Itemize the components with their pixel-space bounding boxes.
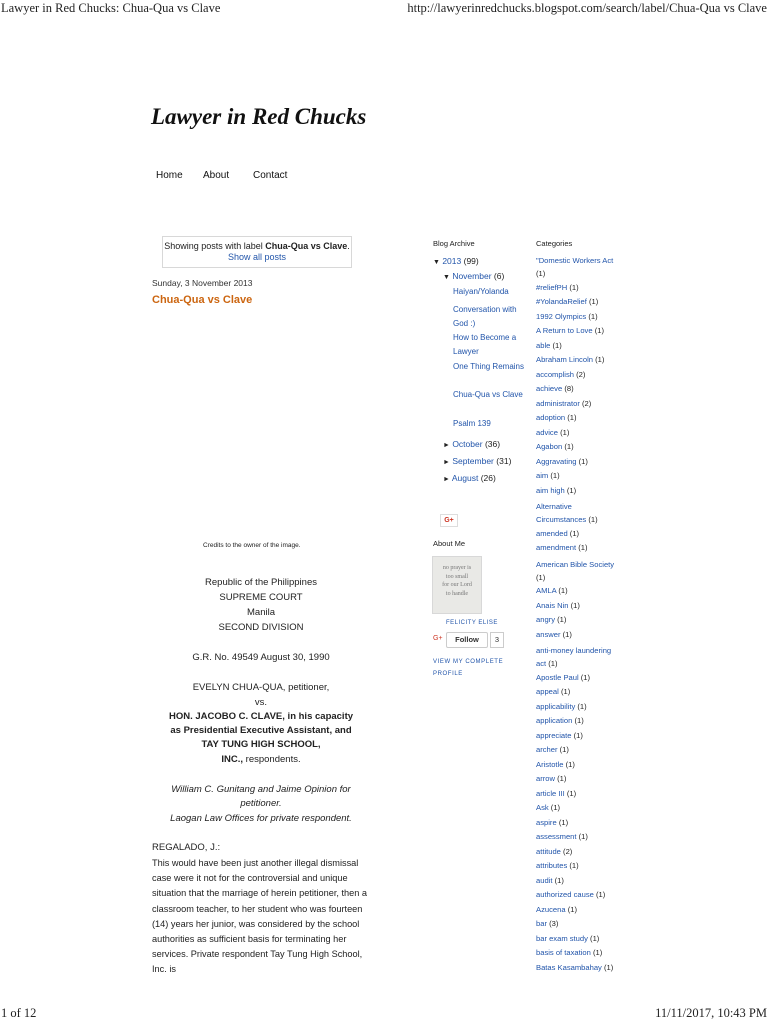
counsel-line: petitioner. (240, 798, 282, 809)
court-heading-line: Manila (247, 607, 275, 618)
category-count: (1) (588, 311, 598, 321)
category-link[interactable] (536, 832, 588, 841)
category-link[interactable] (536, 630, 572, 639)
category-count: (1) (569, 528, 580, 538)
category-label[interactable]: American Bible Society (536, 559, 615, 569)
archive-year-label[interactable]: 2013 (442, 256, 462, 266)
triangle-right-icon[interactable]: ► (443, 476, 450, 483)
category-count: (1) (548, 659, 558, 668)
category-link[interactable] (536, 861, 579, 870)
category-label[interactable]: A Return to Love (536, 326, 593, 335)
category-label[interactable]: application (536, 716, 573, 725)
court-heading-line: SUPREME COURT (219, 592, 303, 603)
category-count: (1) (566, 485, 577, 495)
category-label[interactable]: article III (536, 788, 565, 798)
archive-month-label[interactable]: August (451, 473, 479, 483)
respondent-inc: INC., (221, 754, 244, 765)
category-link[interactable] (536, 326, 604, 335)
category-link[interactable] (536, 370, 585, 379)
category-link[interactable] (536, 731, 583, 740)
archive-month-count: (36) (484, 439, 501, 449)
google-plus-icon[interactable]: G+ (440, 514, 458, 527)
category-count: (1) (550, 803, 561, 812)
archive-post-link[interactable]: Psalm 139 (453, 419, 491, 428)
nav-contact[interactable]: Contact (253, 170, 288, 181)
profile-image[interactable] (432, 556, 482, 614)
category-link[interactable] (536, 934, 599, 943)
category-count: (1) (567, 904, 577, 914)
category-count: (1) (578, 456, 588, 466)
category-label[interactable]: Agabon (536, 442, 563, 451)
category-link[interactable] (536, 702, 587, 711)
category-count: (1) (580, 672, 591, 682)
category-link[interactable] (536, 283, 579, 292)
category-label[interactable]: 1992 Olympics (536, 311, 587, 321)
category-count: (1) (573, 730, 583, 740)
category-link[interactable] (536, 919, 558, 928)
category-label[interactable]: amended (536, 528, 568, 538)
category-label[interactable]: appreciate (536, 730, 572, 740)
category-link[interactable] (536, 890, 605, 899)
category-link[interactable] (536, 818, 568, 827)
category-count: (2) (576, 369, 586, 379)
nav-home[interactable]: Home (156, 170, 183, 181)
category-count: (1) (588, 297, 599, 306)
category-count: (1) (588, 515, 598, 524)
counsel-line: William C. Gunitang and Jaime Opinion for (171, 784, 351, 795)
image-credits: Credits to the owner of the image. (203, 542, 301, 549)
category-count: (1) (578, 543, 588, 552)
category-count: (1) (567, 413, 577, 422)
category-link[interactable] (536, 399, 591, 408)
category-label[interactable]: administrator (536, 398, 580, 408)
category-label[interactable]: AMLA (536, 586, 557, 595)
category-link[interactable] (536, 486, 576, 495)
archive-post-link[interactable]: Conversation with God :) (453, 305, 517, 328)
category-link[interactable] (536, 905, 577, 914)
archive-month-september[interactable] (443, 456, 511, 466)
category-count: (1) (570, 600, 580, 610)
category-count: (3) (549, 919, 559, 928)
category-label[interactable]: Alternative Circumstances (536, 502, 587, 524)
category-label[interactable]: answer (536, 629, 561, 639)
nav-about[interactable]: About (203, 170, 230, 181)
archive-post-link[interactable]: Chua-Qua vs Clave (453, 390, 523, 399)
category-label[interactable]: bar (536, 919, 547, 928)
triangle-down-icon[interactable]: ▼ (433, 259, 440, 266)
page-number: 1 of 12 (1, 1006, 37, 1020)
respondent-line: TAY TUNG HIGH SCHOOL, (201, 739, 321, 750)
archive-month-label[interactable]: September (452, 456, 494, 466)
category-link[interactable] (536, 760, 575, 769)
category-count: (1) (595, 890, 606, 899)
category-count: (1) (536, 269, 546, 278)
category-label[interactable]: arrow (536, 774, 555, 783)
category-label[interactable]: accomplish (536, 369, 574, 379)
category-count: (1) (560, 427, 570, 437)
category-count: (1) (560, 687, 571, 696)
category-label[interactable]: archer (536, 745, 558, 754)
category-count: (1) (569, 282, 579, 292)
category-count: (1) (566, 788, 577, 798)
categories-heading: Categories (536, 239, 573, 248)
category-link[interactable] (536, 673, 590, 682)
category-count: (1) (557, 774, 567, 783)
print-header-url: http://lawyerinredchucks.blogspot.com/search/label/Chua-Qua vs Clave (407, 1, 767, 15)
profile-image-line: too small (445, 573, 469, 580)
category-count: (1) (578, 832, 588, 841)
archive-post-link[interactable]: How to Become a Lawyer (453, 333, 517, 356)
post-title[interactable]: Chua-Qua vs Clave (152, 294, 253, 306)
category-link[interactable] (536, 716, 584, 725)
versus: vs. (254, 697, 268, 708)
archive-month-label[interactable]: November (452, 271, 492, 281)
category-count: (1) (562, 629, 572, 639)
category-count: (1) (559, 745, 569, 754)
category-label[interactable]: Ask (536, 803, 549, 812)
category-label[interactable]: appeal (536, 687, 559, 696)
category-count: (1) (565, 759, 575, 769)
category-link[interactable] (536, 601, 580, 610)
category-label[interactable]: Azucena (536, 904, 566, 914)
category-link[interactable] (536, 471, 560, 480)
petitioner: EVELYN CHUA-QUA, petitioner, (192, 682, 330, 693)
category-label[interactable]: bar exam study (536, 933, 588, 943)
category-count: (1) (550, 471, 560, 480)
category-count: (2) (582, 398, 592, 408)
category-link[interactable] (536, 500, 622, 526)
blog-archive-heading: Blog Archive (433, 239, 475, 248)
court-heading-line: Republic of the Philippines (205, 577, 317, 588)
category-count: (1) (574, 716, 584, 725)
category-link[interactable] (536, 745, 569, 754)
archive-month-count: (6) (493, 271, 505, 281)
category-label[interactable]: applicability (536, 701, 576, 711)
status-prefix: Showing posts with label (164, 241, 266, 251)
category-link[interactable] (536, 774, 566, 783)
category-count: (1) (603, 962, 614, 972)
triangle-right-icon[interactable]: ► (443, 442, 450, 449)
print-header-title: Lawyer in Red Chucks: Chua-Qua vs Clave (1, 1, 221, 15)
category-label[interactable]: audit (536, 875, 553, 885)
category-count: (1) (564, 442, 574, 451)
category-label[interactable]: anti-money laundering act (536, 646, 612, 668)
archive-month-october[interactable] (443, 439, 500, 449)
category-label[interactable]: amendment (536, 543, 577, 552)
respondent-suffix: respondents. (243, 754, 301, 765)
archive-month-label[interactable]: October (452, 439, 483, 449)
print-datetime: 11/11/2017, 10:43 PM (655, 1006, 767, 1020)
category-link[interactable] (536, 789, 576, 798)
category-label[interactable]: Batas Kasambahay (536, 962, 602, 972)
category-label[interactable]: #reliefPH (536, 282, 568, 292)
google-plus-icon[interactable]: G+ (433, 635, 443, 642)
category-count: (1) (554, 875, 564, 885)
profile-image-line: no prayer is (442, 565, 472, 571)
category-label[interactable]: Aristotle (536, 759, 564, 769)
category-count: (1) (594, 326, 604, 335)
category-label[interactable]: Anais Nin (536, 600, 569, 610)
category-link[interactable] (536, 413, 577, 422)
counsel-line: Laogan Law Offices for private respondent. (170, 813, 352, 824)
view-profile-link[interactable]: VIEW MY COMPLETE PROFILE (433, 659, 504, 677)
status-label: Chua-Qua vs Clave (265, 241, 348, 251)
about-me-heading: About Me (433, 539, 466, 548)
category-link[interactable] (536, 847, 572, 856)
profile-image-line: for our Lord (442, 582, 472, 588)
category-label[interactable]: Abraham Lincoln (536, 355, 593, 364)
category-label[interactable]: aim high (536, 485, 565, 495)
category-count: (1) (593, 948, 603, 957)
category-label[interactable]: Aggravating (536, 456, 577, 466)
category-count: (1) (569, 861, 579, 870)
category-label[interactable]: angry (536, 615, 555, 624)
category-count: (1) (558, 817, 569, 827)
category-count: (1) (590, 933, 600, 943)
category-label[interactable]: attitude (536, 846, 561, 856)
category-count: (8) (564, 384, 574, 393)
category-label[interactable]: authorized cause (536, 890, 594, 899)
category-count: (1) (577, 701, 587, 711)
show-all-posts-link[interactable]: Show all posts (227, 252, 287, 262)
archive-month-count: (26) (480, 473, 496, 483)
category-link[interactable] (536, 442, 574, 451)
category-link[interactable] (536, 297, 598, 306)
gr-number: G.R. No. 49549 August 30, 1990 (192, 652, 330, 663)
category-label[interactable]: aim (536, 471, 549, 480)
category-count: (1) (558, 586, 568, 595)
category-link[interactable] (536, 948, 602, 957)
category-link[interactable] (536, 615, 566, 624)
category-label[interactable]: attributes (536, 861, 568, 870)
category-link[interactable] (536, 963, 613, 972)
archive-post-link[interactable]: One Thing Remains (453, 362, 524, 371)
respondent-line: as Presidential Executive Assistant, and (170, 725, 352, 736)
court-heading-line: SECOND DIVISION (218, 622, 304, 633)
follower-count: 3 (490, 632, 504, 648)
category-link[interactable] (536, 803, 560, 812)
category-label[interactable]: aspire (536, 817, 557, 827)
category-label[interactable]: able (536, 340, 551, 350)
category-link[interactable] (536, 543, 588, 552)
post-date: Sunday, 3 November 2013 (152, 278, 253, 288)
category-count: (1) (536, 572, 546, 582)
category-link[interactable] (536, 687, 570, 696)
category-link[interactable] (536, 355, 604, 364)
status-suffix: . (347, 241, 350, 251)
triangle-down-icon[interactable]: ▼ (443, 274, 450, 281)
respondent-suffix-line (152, 754, 370, 765)
follow-button[interactable]: Follow (446, 632, 488, 648)
archive-month-count: (31) (496, 456, 512, 466)
archive-post-link[interactable]: Haiyan/Yolanda (453, 287, 509, 296)
category-link[interactable] (536, 586, 568, 595)
category-link[interactable] (536, 644, 622, 670)
profile-name[interactable]: FELICITY ELISE (446, 620, 498, 626)
category-link[interactable] (536, 428, 569, 437)
category-label[interactable]: basis of taxation (536, 948, 591, 957)
ponente: REGALADO, J.: (152, 842, 221, 853)
profile-image-line: to handle (445, 590, 469, 597)
profile-image-text (433, 557, 481, 598)
category-label[interactable]: adoption (536, 413, 566, 422)
category-label[interactable]: advice (536, 427, 558, 437)
category-label[interactable]: achieve (536, 384, 563, 393)
archive-month-august[interactable] (443, 473, 496, 483)
category-label[interactable]: assessment (536, 832, 577, 841)
archive-year-count: (99) (463, 256, 479, 266)
triangle-right-icon[interactable]: ► (443, 459, 450, 466)
category-count: (1) (552, 340, 562, 350)
category-link[interactable] (536, 384, 574, 393)
category-link[interactable] (536, 876, 564, 885)
category-label[interactable]: Apostle Paul (536, 672, 579, 682)
category-link[interactable] (536, 254, 622, 280)
category-link[interactable] (536, 341, 562, 350)
decision-body: This would have been just another illegal dismissal case were it not for the controversial and unique situation that the marriage of herein petitioner, then a classroom teacher, to her student who was fourteen (14) years her junior, was considered by the school authorities as sufficient basis for terminating her services. Private respondent Tay Tung High School, Inc. is (152, 858, 368, 975)
archive-month-november[interactable] (443, 271, 504, 281)
label-status-box (162, 236, 352, 268)
category-count: (1) (557, 615, 567, 624)
category-link[interactable] (536, 457, 588, 466)
category-label[interactable]: "Domestic Workers Act (536, 256, 614, 265)
respondent-line: HON. JACOBO C. CLAVE, in his capacity (168, 711, 354, 722)
category-count: (1) (595, 355, 605, 364)
category-link[interactable] (536, 312, 598, 321)
category-label[interactable]: #YolandaRelief (536, 297, 587, 306)
archive-year-2013[interactable] (433, 256, 479, 266)
blog-title[interactable]: Lawyer in Red Chucks (151, 104, 367, 129)
category-count: (2) (563, 846, 573, 856)
category-link[interactable] (536, 529, 579, 538)
category-link[interactable] (536, 558, 622, 584)
status-text (163, 241, 351, 251)
